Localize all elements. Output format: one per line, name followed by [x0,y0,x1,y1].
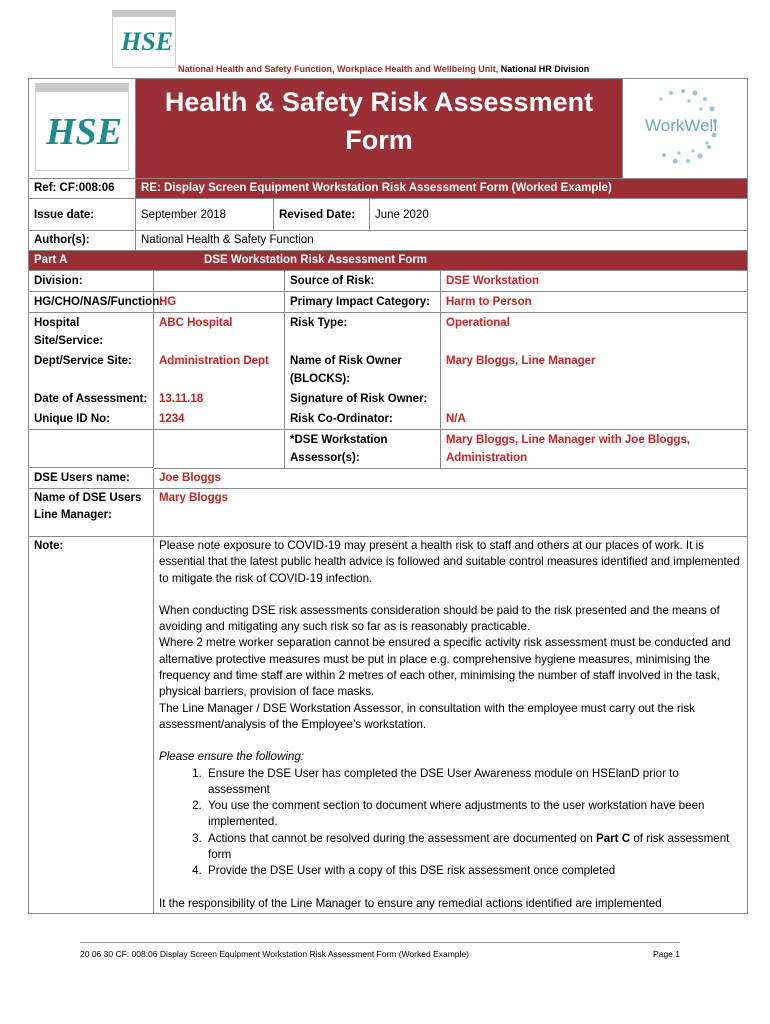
list-item: 1. Ensure the DSE User has completed the DSE User Awareness module on HSElanD prior to assessment [205,766,742,799]
hse-logo-header-text: HSE [46,111,123,153]
manager-value: Mary Bloggs [159,492,229,504]
covid-paragraph: Please note exposure to COVID-19 may present a health risk to staff and others at our places of work. It is essential that the latest public health advice is followed and suitable control measures identified and implemented to mitigate the risk of COVID-19 infection. [159,539,740,585]
dse-paragraph-3: The Line Manager / DSE Workstation Assessor, in consultation with the employee must carry out the risk assessment/analysis of the Employee’s workstation. [159,701,695,731]
impact-category-value: Harm to Person [441,292,747,313]
dse-paragraph-1: When conducting DSE risk assessments consideration should be paid to the risk presented and the means of avoiding and mitigating any such risk so far as is reasonably practicable. [159,603,720,634]
source-of-risk-value: DSE Workstation [441,271,747,292]
risk-assessment-form [28,78,748,914]
note-label: Note: [29,537,154,913]
impact-category-label: Primary Impact Category: [285,292,441,313]
unique-id-value: 1234 [154,409,285,430]
risk-owner-value: Mary Bloggs, Line Manager [446,355,596,367]
ref-label: Ref: CF:008:06 [29,179,136,198]
issue-date-value: September 2018 [136,199,274,230]
note-body [154,537,747,913]
empty-cell [154,430,285,469]
date-of-assessment-label: Date of Assessment: [29,389,154,409]
dept-label: Dept/Service Site: [29,351,154,389]
hg-value: HG [154,292,285,313]
authors-value: National Health & Safety Function [141,234,314,246]
hospital-site-value: ABC Hospital [154,313,285,351]
top-tagline: National Health and Safety Function, Workplace Health and Wellbeing Unit, National HR Division [178,64,590,74]
ref-row [29,179,747,199]
revised-date-value: June 2020 [375,209,429,221]
svg-text:WorkWell: WorkWell [645,116,718,135]
hse-logo-text: HSE [121,27,174,56]
manager-row [29,489,747,537]
list-item: 4. Provide the DSE User with a copy of this DSE risk assessment once completed [205,863,742,879]
ensure-list [205,766,742,880]
risk-coordinator-value: N/A [441,409,747,430]
risk-owner-label: Name of Risk Owner (BLOCKS): [285,351,441,389]
responsibility-text: It the responsibility of the Line Manager to ensure any remedial actions identified are implemented [159,896,662,910]
division-value [154,271,285,292]
page-footer [80,942,680,959]
date-of-assessment-value: 13.11.18 [154,389,285,409]
form-header [29,79,747,179]
authors-row [29,231,747,251]
details-grid [29,271,747,469]
revised-date-label: Revised Date: [274,199,370,230]
dse-paragraph-2: Where 2 metre worker separation cannot be ensured a specific activity risk assessment must be conducted and alternative protective measures must be put in place e.g. comprehensive hygiene measures, minimising the frequency and time staff are within 2 metres of each other, minimising the number of staff involved in the task, physical barriers, provision of face masks. [159,636,731,699]
list-item: 2. You use the comment section to document where adjustments to the user workstation have been implemented. [205,798,742,831]
part-a-header [29,251,747,271]
note-row [29,537,747,913]
page-number: Page 1 [653,949,680,959]
form-title: Health & Safety Risk Assessment Form [136,79,623,178]
users-label: DSE Users name: [29,469,154,488]
manager-label: Name of DSE Users Line Manager: [29,489,154,536]
list-item: 3. Actions that cannot be resolved during the assessment are documented on Part C of risk assessment form [205,831,742,864]
part-a-label: Part A [34,254,68,266]
unique-id-label: Unique ID No: [29,409,154,430]
authors-label: Author(s): [29,231,136,250]
assessor-value: Mary Bloggs, Line Manager with Joe Bloggs, Administration [441,430,747,469]
issue-row [29,199,747,231]
risk-type-label: Risk Type: [285,313,441,351]
risk-type-value: Operational [446,317,510,329]
signature-value [441,389,747,409]
workwell-circle-icon [623,81,743,177]
users-value: Joe Bloggs [159,472,221,484]
ensure-heading: Please ensure the following: [159,750,305,764]
workwell-logo [623,79,747,178]
risk-coordinator-label: Risk Co-Ordinator: [285,409,441,430]
users-row [29,469,747,489]
empty-cell [29,430,154,468]
assessor-label: *DSE Workstation Assessor(s): [285,430,441,469]
ref-value: RE: Display Screen Equipment Workstation Risk Assessment Form (Worked Example) [136,179,747,198]
footer-doc-ref: 20 06 30 CF: 008:06 Display Screen Equipment Workstation Risk Assessment Form (Worked Example) [80,949,469,959]
dept-value: Administration Dept [154,351,285,389]
hse-logo-header [29,79,136,178]
issue-date-label: Issue date: [29,199,136,230]
hse-logo-top [112,10,176,68]
part-a-title: DSE Workstation Risk Assessment Form [204,254,428,266]
division-label: Division: [29,271,154,292]
source-of-risk-label: Source of Risk: [285,271,441,292]
hg-label: HG/CHO/NAS/Function: [29,292,154,313]
hospital-site-label: Hospital Site/Service: [29,313,154,351]
signature-label: Signature of Risk Owner: [285,389,441,409]
